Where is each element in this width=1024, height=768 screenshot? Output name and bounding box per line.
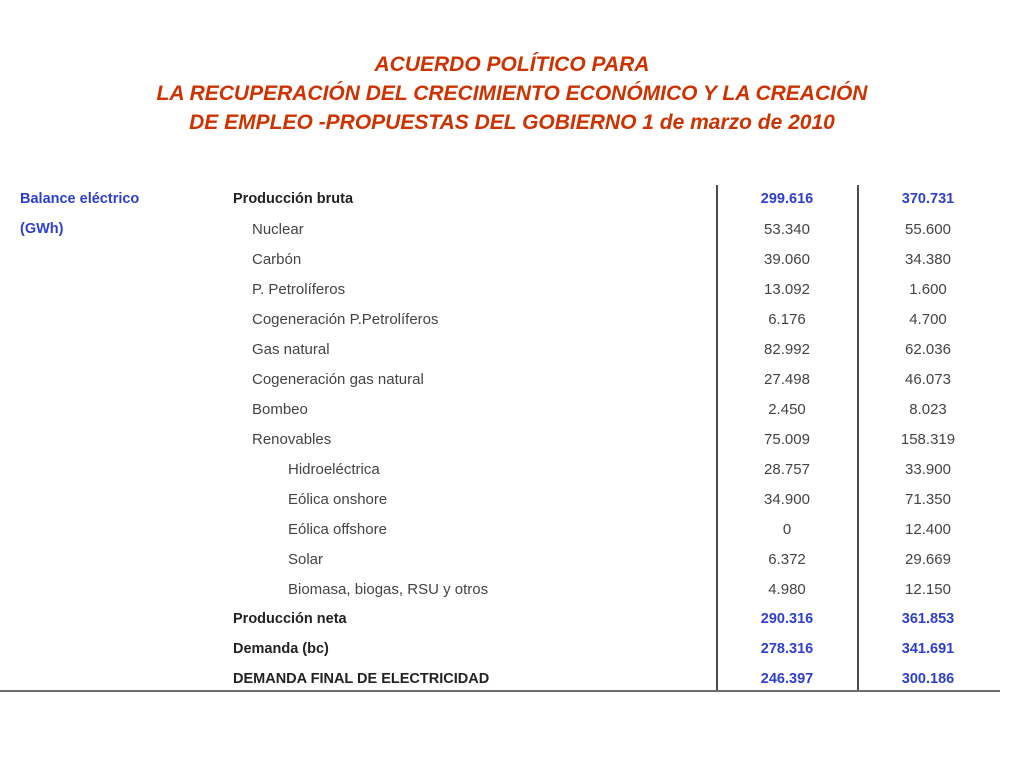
title-line-3: DE EMPLEO -PROPUESTAS DEL GOBIERNO 1 de marzo de 2010	[189, 111, 835, 134]
row-value-2: 71.350	[905, 491, 951, 508]
table-row	[0, 545, 1000, 575]
row-value-1: 28.757	[764, 461, 810, 478]
row-label: Cogeneración P.Petrolíferos	[252, 311, 439, 328]
row-label: Renovables	[252, 431, 332, 448]
row-label: Hidroeléctrica	[288, 461, 380, 478]
row-value-1: 6.372	[768, 551, 806, 568]
row-label: DEMANDA FINAL DE ELECTRICIDAD	[233, 671, 490, 687]
row-value-1: 34.900	[764, 491, 810, 508]
title-line-1: ACUERDO POLÍTICO PARA	[374, 53, 650, 76]
row-value-1: 4.980	[768, 581, 806, 598]
table-row	[0, 275, 1000, 305]
row-label: P. Petrolíferos	[252, 281, 346, 298]
table-row	[0, 485, 1000, 515]
table-row	[0, 185, 1000, 215]
title-line-2: LA RECUPERACIÓN DEL CRECIMIENTO ECONÓMICO Y LA CREACIÓN	[156, 82, 868, 105]
row-value-1: 6.176	[768, 311, 806, 328]
row-value-2: 33.900	[905, 461, 951, 478]
table-row	[0, 605, 1000, 635]
row-value-1: 82.992	[764, 341, 810, 358]
row-value-2: 12.150	[905, 581, 951, 598]
row-value-2: 300.186	[901, 671, 955, 687]
row-label: Cogeneración gas natural	[252, 371, 424, 388]
row-value-2: 12.400	[905, 521, 951, 538]
row-label: Eólica onshore	[288, 491, 388, 508]
row-value-2: 62.036	[905, 341, 951, 358]
row-value-2: 158.319	[900, 431, 956, 448]
table-row	[0, 455, 1000, 485]
table-row	[0, 515, 1000, 545]
row-value-1: 13.092	[764, 281, 810, 298]
table-row	[0, 635, 1000, 665]
side-label-balance: Balance eléctrico	[20, 191, 140, 207]
table-row	[0, 245, 1000, 275]
table-row	[0, 665, 1000, 695]
row-value-1: 2.450	[768, 401, 806, 418]
row-value-1: 246.397	[760, 671, 814, 687]
row-value-2: 55.600	[905, 221, 951, 238]
row-label: Demanda (bc)	[233, 641, 329, 657]
table-row	[0, 215, 1000, 245]
row-label: Producción neta	[233, 611, 347, 627]
row-label: Bombeo	[252, 401, 308, 418]
table-row	[0, 335, 1000, 365]
table-row	[0, 395, 1000, 425]
row-value-2: 370.731	[901, 191, 955, 207]
row-value-1: 278.316	[760, 641, 814, 657]
row-value-2: 34.380	[905, 251, 951, 268]
table-row	[0, 305, 1000, 335]
energy-balance-table	[0, 185, 1000, 692]
row-value-2: 8.023	[909, 401, 947, 418]
table-row	[0, 365, 1000, 395]
row-label: Producción bruta	[233, 191, 354, 207]
row-label: Solar	[288, 551, 324, 568]
table-row	[0, 575, 1000, 605]
row-value-2: 1.600	[909, 281, 947, 298]
side-label-unit: (GWh)	[20, 221, 64, 237]
row-label: Biomasa, biogas, RSU y otros	[288, 581, 489, 598]
row-label: Gas natural	[252, 341, 330, 358]
row-value-1: 27.498	[764, 371, 810, 388]
row-value-2: 29.669	[905, 551, 951, 568]
row-label: Eólica offshore	[288, 521, 387, 538]
row-value-2: 46.073	[905, 371, 951, 388]
row-value-2: 361.853	[901, 611, 955, 627]
row-value-1: 75.009	[764, 431, 810, 448]
row-value-1: 0	[782, 521, 792, 538]
row-value-1: 39.060	[764, 251, 810, 268]
row-value-2: 341.691	[901, 641, 955, 657]
row-value-1: 299.616	[760, 191, 814, 207]
slide-title	[0, 50, 1024, 137]
row-label: Carbón	[252, 251, 302, 268]
row-value-1: 53.340	[764, 221, 810, 238]
table-row	[0, 425, 1000, 455]
row-value-1: 290.316	[760, 611, 814, 627]
row-label: Nuclear	[252, 221, 304, 238]
row-value-2: 4.700	[909, 311, 947, 328]
